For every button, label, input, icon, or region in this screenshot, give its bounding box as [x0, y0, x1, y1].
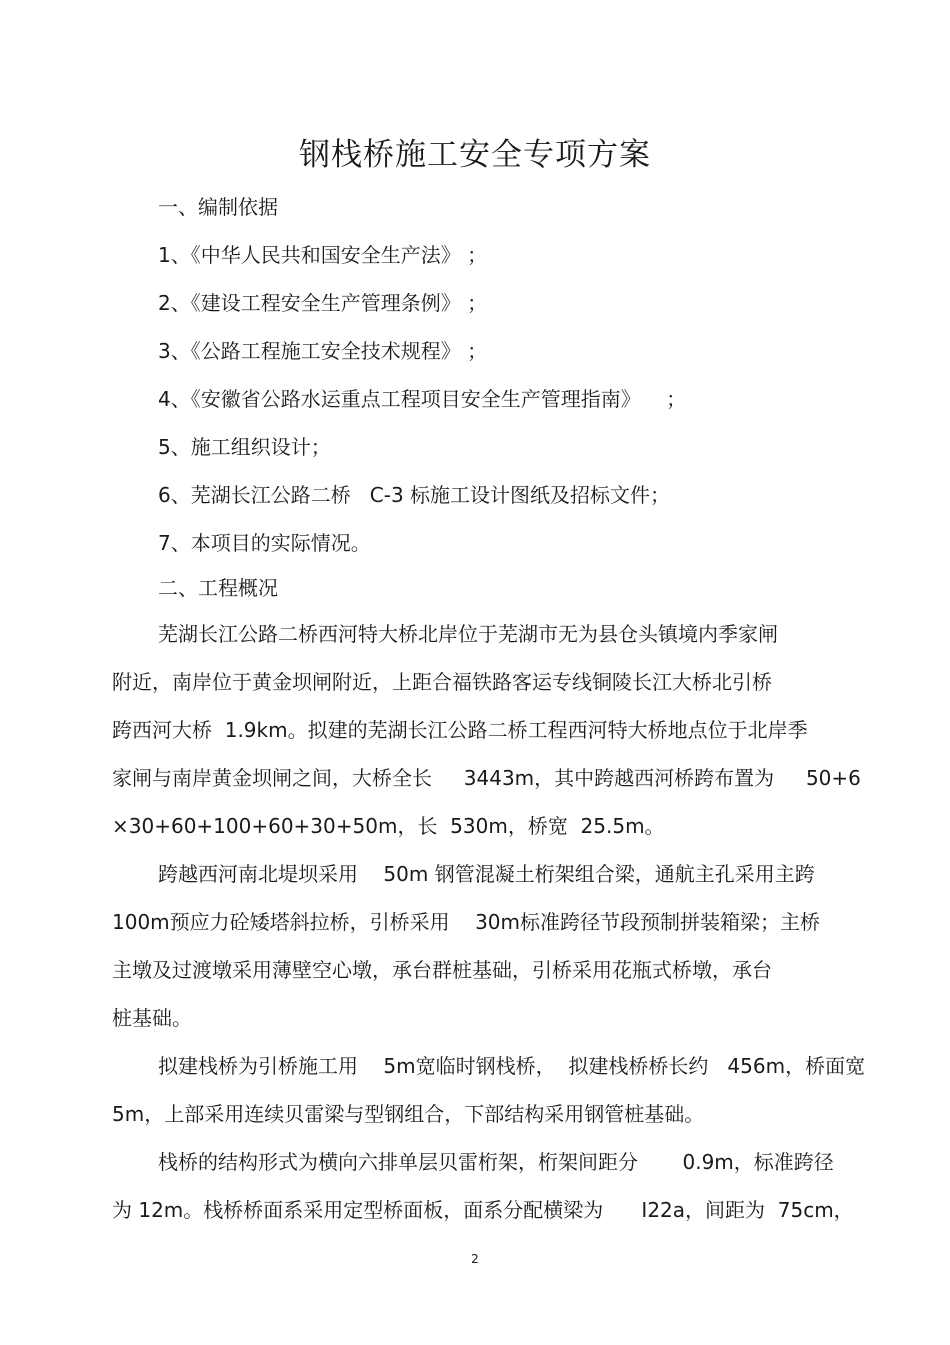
page-number: 2: [471, 1252, 479, 1266]
paragraph-line: 芜湖长江公路二桥西河特大桥北岸位于芜湖市无为县仓头镇境内季家闸: [158, 622, 778, 646]
list-item: 5、施工组织设计；: [158, 435, 331, 459]
paragraph-line: 主墩及过渡墩采用薄壁空心墩，承台群桩基础，引桥采用花瓶式桥墩，承台: [112, 958, 772, 982]
paragraph-line: 为 12m。栈桥桥面系采用定型桥面板，面系分配横梁为 I22a，间距为 75cm，: [112, 1198, 854, 1222]
paragraph-line: 附近，南岸位于黄金坝闸附近，上距合福铁路客运专线铜陵长江大桥北引桥: [112, 670, 772, 694]
paragraph-line: 跨越西河南北堤坝采用 50m 钢管混凝土桁架组合梁，通航主孔采用主跨: [158, 862, 815, 886]
paragraph-line: 拟建栈桥为引桥施工用 5m宽临时钢栈桥， 拟建栈桥桥长约 456m，桥面宽: [158, 1054, 866, 1078]
list-item: 2、《建设工程安全生产管理条例》 ；: [158, 291, 488, 315]
list-item: 3、《公路工程施工安全技术规程》 ；: [158, 339, 488, 363]
list-item: 4、《安徽省公路水运重点工程项目安全生产管理指南》 ；: [158, 387, 687, 411]
paragraph-line: 100m预应力砼矮塔斜拉桥，引桥采用 30m标准跨径节段预制拼装箱梁；主桥: [112, 910, 821, 934]
section-heading-overview: 二、工程概况: [158, 576, 278, 600]
paragraph-line: 栈桥的结构形式为横向六排单层贝雷桁架，桁架间距分 0.9m，标准跨径: [158, 1150, 834, 1174]
section-heading-basis: 一、编制依据: [158, 195, 278, 219]
paragraph-line: 家闸与南岸黄金坝闸之间，大桥全长 3443m，其中跨越西河桥跨布置为 50+6: [112, 766, 861, 790]
list-item: 7、本项目的实际情况。: [158, 531, 371, 555]
document-title: 钢栈桥施工安全专项方案: [299, 137, 651, 173]
list-item: 1、《中华人民共和国安全生产法》 ；: [158, 243, 488, 267]
list-item: 6、芜湖长江公路二桥 C-3 标施工设计图纸及招标文件；: [158, 483, 671, 507]
paragraph-line: 桩基础。: [112, 1006, 192, 1030]
paragraph-line: 跨西河大桥 1.9km。拟建的芜湖长江公路二桥工程西河特大桥地点位于北岸季: [112, 718, 808, 742]
paragraph-line: 5m，上部采用连续贝雷梁与型钢组合，下部结构采用钢管桩基础。: [112, 1102, 705, 1126]
paragraph-line: ×30+60+100+60+30+50m，长 530m，桥宽 25.5m。: [112, 814, 665, 838]
